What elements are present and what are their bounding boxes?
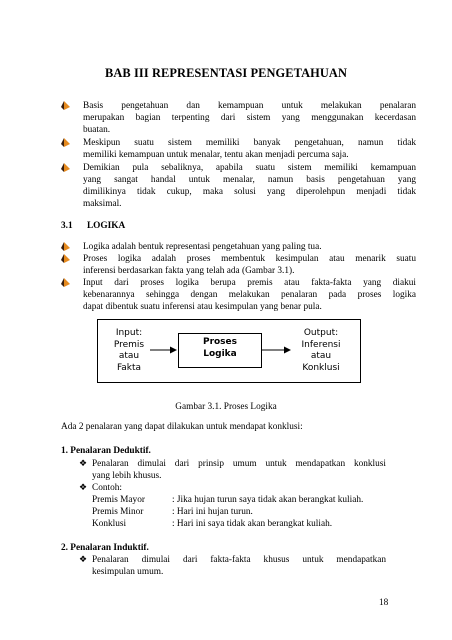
input-line: Premis [113, 339, 145, 350]
page-number: 18 [379, 598, 389, 608]
input-line: Fakta [116, 362, 142, 373]
intro-bullet-2-line: Meskipun suatu sistem memiliki banyak pengetahuan, namun tidak [83, 138, 416, 148]
example-label-konklusi: Konklusi [92, 519, 127, 529]
intro-bullet-1-line: merupakan bagian terpenting dari sistem yang menggunakan kecerdasan [83, 113, 416, 123]
intro-bullet-3-line: yang sangat handal untuk menalar, namun basis pengetahuan yang [83, 175, 416, 185]
deductive-point-line: Penalaran dimulai dari prinsip umum untuk mendapatkan konklusi [92, 459, 386, 469]
inductive-point-line: kesimpulan umum. [92, 567, 164, 577]
process-line: Logika [203, 348, 237, 359]
example-label-premis-minor: Premis Minor [92, 507, 144, 517]
diamond-bullet-icon: ❖ [79, 458, 88, 468]
input-line: atau [118, 351, 140, 361]
figure-caption: Gambar 3.1. Proses Logika [175, 402, 277, 412]
example-value-konklusi: : Hari ini saya tidak akan berangkat kuliah. [172, 519, 333, 529]
reasoning-intro: Ada 2 penalaran yang dapat dilakukan untuk mendapat konklusi: [61, 422, 303, 432]
logic-bullet-2-line: Proses logika adalah proses membentuk kesimpulan atau menarik suatu [83, 254, 416, 264]
example-label-premis-mayor: Premis Mayor [92, 495, 145, 505]
deductive-point [92, 458, 386, 482]
output-line: atau [310, 351, 332, 361]
section-title: LOGIKA [86, 221, 126, 231]
example-value-premis-minor: : Hari ini hujan turun. [172, 507, 253, 517]
deductive-point-line: yang lebih khusus. [92, 471, 162, 481]
intro-bullet-1-line: Basis pengetahuan dan kemampuan untuk melakukan penalaran [83, 101, 416, 111]
logic-bullet-1-line: Logika adalah bentuk representasi pengetahuan yang paling tua. [83, 242, 322, 252]
logic-bullet-3-line: Input dari proses logika berupa premis atau fakta-fakta yang diakui [83, 278, 416, 288]
diamond-bullet-icon: ❖ [79, 482, 88, 492]
intro-bullet-1-line: buatan. [83, 125, 111, 135]
chapter-title: BAB III REPRESENTASI PENGETAHUAN [105, 66, 347, 80]
logic-bullet-2-line: inferensi berdasarkan fakta yang telah ada (Gambar 3.1). [83, 266, 295, 276]
example-value-premis-mayor: : Jika hujan turun saya tidak akan berangkat kuliah. [172, 495, 364, 505]
process-line: Proses [202, 337, 238, 347]
deductive-heading: 1. Penalaran Deduktif. [61, 446, 151, 456]
intro-bullet-3-line: maksimal. [83, 199, 122, 209]
section-number: 3.1 [61, 221, 73, 231]
output-line: Inferensi [301, 339, 341, 350]
diamond-bullet-icon: ❖ [79, 554, 88, 564]
inductive-point-line: Penalaran dimulai dari fakta-fakta khusus untuk mendapatkan [92, 555, 386, 565]
output-line: Output: [303, 328, 339, 338]
intro-bullet-3-line: Demikian pula sebaliknya, apabila suatu sistem memiliki kemampuan [83, 163, 416, 173]
intro-bullet-2-line: memiliki kemampuan untuk menalar, tentu akan menjadi percuma saja. [83, 150, 349, 160]
example-label: Contoh: [92, 483, 122, 493]
intro-bullet-3-line: dimilikinya tidak cukup, maka solusi yang diperolehpun menjadi tidak [83, 187, 416, 197]
input-line: Input: [115, 328, 143, 338]
inductive-point [92, 554, 386, 578]
output-line: Konklusi [302, 362, 340, 373]
logic-bullet-3-line: kebenarannya sehingga dengan melakukan penalaran pada proses logika [83, 290, 416, 300]
inductive-heading: 2. Penalaran Induktif. [61, 543, 149, 553]
logic-bullet-3-line: dapat dibentuk suatu inferensi atau kesimpulan yang benar pula. [83, 302, 322, 312]
